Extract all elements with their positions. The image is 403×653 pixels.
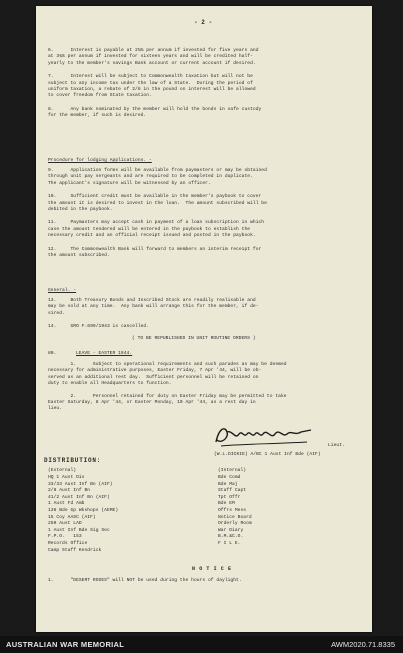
- paragraph-line: 10. Sufficient credit must be available in the member's paybook to cover: [48, 194, 262, 200]
- distribution-entry: F.P.O. 153: [48, 534, 82, 540]
- distribution-entry: 136 Bde Gp Wkshops (AEME): [48, 508, 119, 513]
- page-number: - 2 -: [194, 19, 213, 26]
- republish-note: ( TO BE REPUBLISHED IN UNIT ROUTINE ORDERS ): [132, 336, 256, 341]
- procedure-heading: Procedure for lodging Applications. -: [48, 158, 152, 163]
- paragraph-line: lieu.: [48, 406, 63, 412]
- paragraph-line: through unit pay sergeants and are required to be completed in duplicate.: [48, 174, 253, 180]
- paragraph-line: 2. Personnel retained for duty on Easter Friday may be permitted to take: [48, 393, 287, 399]
- paragraph-line: debited in the paybook.: [48, 207, 113, 212]
- paragraph-line: for the member, if such is desired.: [48, 113, 147, 119]
- paragraph-line: 7. Interest will be subject to Commonwealth taxation but will not be: [48, 74, 253, 80]
- distribution-entry: Bde Comd: [218, 475, 241, 480]
- internal-heading: (Internal): [218, 468, 247, 473]
- archive-footer: [0, 636, 403, 653]
- distribution-entry: Offrs Mess: [218, 508, 247, 513]
- paragraph-line: 8. Any bank nominated by the member will hold the bonds in safe custody: [48, 106, 262, 112]
- paragraph-line: uniform taxation, a rebate of 2/6 in the pound on interest will be allowed: [48, 87, 256, 92]
- distribution-entry: 250 Aust LAD: [48, 521, 82, 527]
- distribution-entry: 41/2 Aust Inf Bn (AIF): [48, 494, 110, 500]
- paragraph-line: to cover freedom from State taxation.: [48, 93, 152, 99]
- section-80-heading: LEAVE - EASTER 1944.: [76, 351, 133, 356]
- paragraph-line: The applicant's signature will be witnessed by an officer.: [48, 180, 211, 186]
- distribution-entry: Bde Maj: [218, 481, 238, 487]
- paragraph-line: necessary credit and an official receipt issued and posted in the paybook.: [48, 233, 256, 239]
- distribution-entry: Notice Board: [218, 514, 252, 520]
- paragraph-line: 14. GRO F.699/1943 is cancelled.: [48, 324, 150, 330]
- paragraph-line: duty to enable all Headquarters to function.: [48, 381, 172, 387]
- footer-accession-number: AWM2020.71.8335: [331, 640, 395, 649]
- distribution-entry: HQ 1 Aust Div: [48, 475, 85, 480]
- paragraph-line: sired.: [48, 310, 65, 316]
- paragraph-line: necessary for administrative purposes, Easter Friday, 7 Apr '44, will be ob-: [48, 368, 262, 374]
- notice-heading: N O T I C E: [192, 566, 232, 572]
- signature-rank: Lieut.: [328, 443, 345, 448]
- section-80-number: 80.: [48, 351, 57, 356]
- distribution-heading: DISTRIBUTION:: [44, 457, 102, 464]
- distribution-entry: Tpt Offr: [218, 494, 241, 500]
- paragraph-line: 9. Application forms will be available from paymasters or may be obtained: [48, 168, 267, 173]
- paragraph-line: at 3¾% per annum if invested for sixteen years and will be credited half-: [48, 54, 253, 60]
- paragraph-line: the amount it is desired to invest in the loan. The amount subscribed will be: [48, 200, 267, 206]
- paragraph-line: 1. Subject to operational requirements and such parades as may be deemed: [48, 362, 287, 367]
- paragraph-line: 12. The Commonwealth Bank will forward to members an interim receipt for: [48, 246, 262, 252]
- distribution-entry: F I L E.: [218, 541, 241, 546]
- paragraph-line: may be sold at any time. Any bank will arrange this for the member, if de-: [48, 304, 259, 310]
- distribution-entry: Camp Staff Kendrick: [48, 547, 102, 553]
- general-heading: General. -: [48, 288, 77, 293]
- distribution-entry: 1 Aust Inf Bde Sig Sec: [48, 527, 110, 533]
- distribution-entry: 2/8 Aust Inf Bn: [48, 488, 91, 494]
- paragraph-line: 6. Interest is payable at 2¾% per annum if invested for five years and: [48, 48, 259, 53]
- paragraph-line: case the amount tendered will be entered in the paybook to establish the: [48, 226, 251, 232]
- distribution-entry: Staff Capt: [218, 488, 247, 494]
- paragraph-line: served as an additional rest day. Sufficient personnel will be retained on: [48, 374, 259, 380]
- paragraph-line: subject to any income tax under the law of a State. During the period of: [48, 80, 253, 86]
- paragraph-line: the amount subscribed.: [48, 253, 110, 258]
- paragraph-line: 11. Paymasters may accept cash in payment of a loan subscription in which: [48, 220, 265, 226]
- distribution-entry: 33/33 Aust Inf Bn (AIF): [48, 481, 113, 487]
- distribution-entry: B.M.&C.O.: [218, 534, 244, 540]
- footer-source: AUSTRALIAN WAR MEMORIAL: [6, 640, 125, 649]
- distribution-entry: Records Office: [48, 541, 88, 546]
- external-heading: (External): [48, 468, 77, 473]
- document-page: [36, 6, 372, 632]
- paragraph-line: Easter Saturday, 8 Apr '44, or Easter Monday, 10 Apr '44, as a rest day in: [48, 400, 256, 405]
- distribution-entry: 1 Aust Fd Amb: [48, 501, 85, 507]
- distribution-entry: War Diary: [218, 527, 244, 533]
- handwritten-signature: [211, 422, 321, 450]
- distribution-entry: Bde EM: [218, 501, 235, 507]
- notice-line: 1. "DESERT ROSES" will NOT be used during the hours of daylight.: [48, 578, 242, 583]
- paragraph-line: 13. Both Treasury Bonds and Inscribed Stock are readily realisable and: [48, 298, 256, 303]
- distribution-entry: 15 Coy AASC (AIF): [48, 514, 96, 520]
- distribution-entry: Orderly Room: [218, 521, 252, 527]
- paragraph-line: yearly to the member's savings Bank account or current account if desired.: [48, 60, 256, 66]
- signature-line: (W.L.DICKIE) A/BC 1 Aust Inf Bde (AIF): [214, 452, 321, 457]
